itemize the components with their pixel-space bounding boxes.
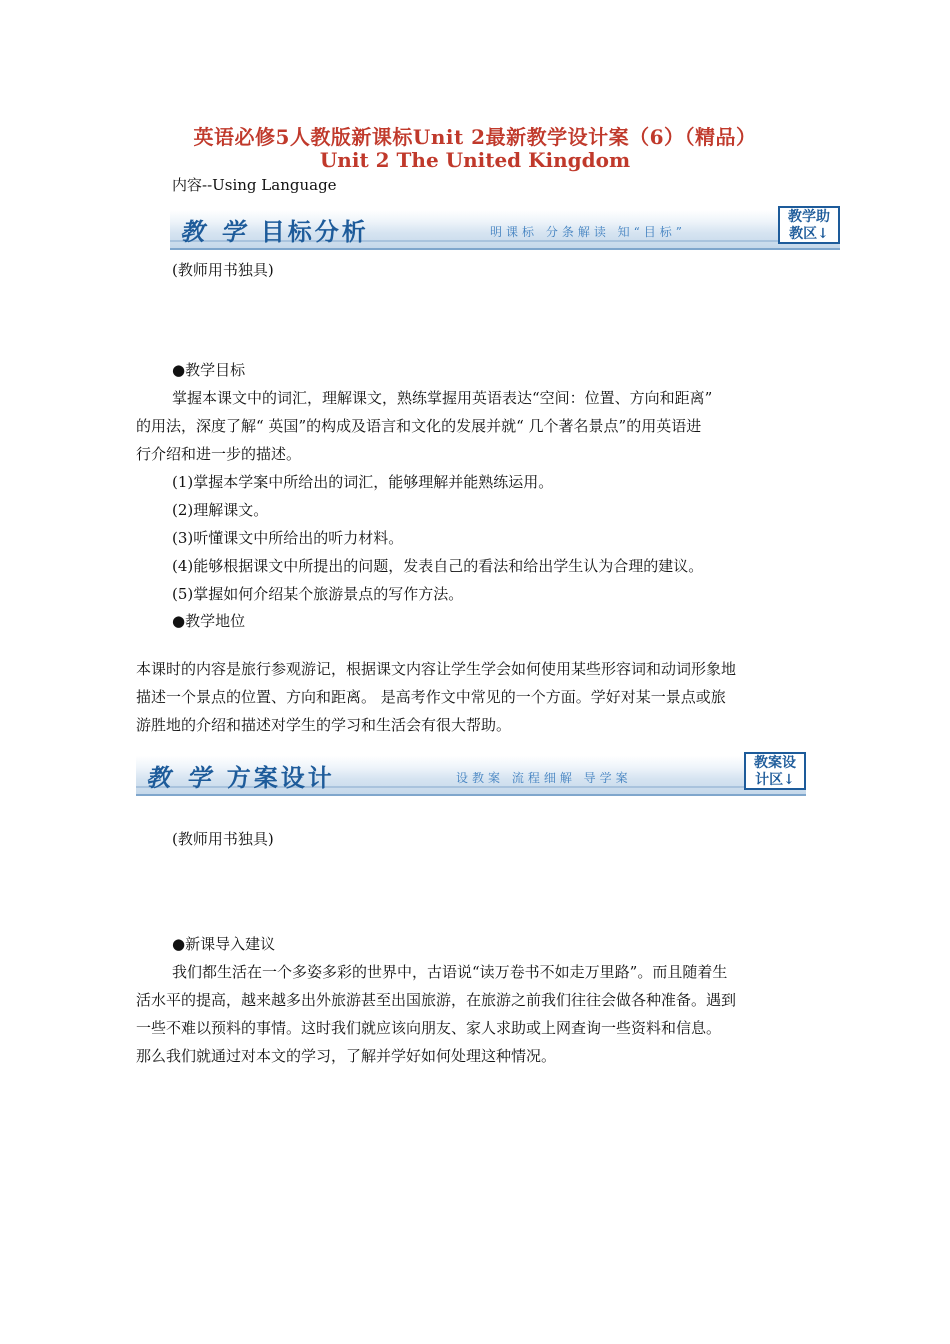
objective-item: (3)听懂课文中所给出的听力材料。 <box>172 529 404 547</box>
banner-design-subtitle: 设教案 流程细解 导学案 <box>456 771 632 785</box>
objective-item: (2)理解课文。 <box>172 501 269 519</box>
intro-line: 活水平的提高，越来越多出外旅游甚至出国旅游，在旅游之前我们往往会做各种准备。遇到 <box>136 991 737 1009</box>
banner-design-title: 教 学 方案设计 <box>146 763 335 792</box>
intro-line: 我们都生活在一个多姿多彩的世界中，古语说“读万卷书不如走万里路”。而且随着生 <box>172 963 728 981</box>
content-label: 内容--Using Language <box>172 176 337 194</box>
status-line: 本课时的内容是旅行参观游记，根据课文内容让学生学会如何使用某些形容词和动词形象地 <box>136 660 737 678</box>
document-title: 英语必修5人教版新课标Unit 2最新教学设计案（6）（精品） <box>193 125 757 149</box>
objective-item: (1)掌握本学案中所给出的词汇，能够理解并能熟练运用。 <box>172 473 554 491</box>
status-heading: ●教学地位 <box>172 612 246 630</box>
objectives-paragraph-line: 行介绍和进一步的描述。 <box>136 445 302 463</box>
intro-heading: ●新课导入建议 <box>172 935 276 953</box>
teacher-note: (教师用书独具) <box>172 261 274 279</box>
objective-item: (5)掌握如何介绍某个旅游景点的写作方法。 <box>172 585 464 603</box>
intro-line: 那么我们就通过对本文的学习，了解并学好如何处理这种情况。 <box>136 1047 557 1065</box>
objectives-paragraph-line: 掌握本课文中的词汇，理解课文，熟练掌握用英语表达“空间：位置、方向和距离” <box>172 389 713 407</box>
banner-objectives-title: 教 学 目标分析 <box>180 217 369 246</box>
banner-objectives-subtitle: 明课标 分条解读 知“目标” <box>490 225 686 239</box>
intro-line: 一些不难以预料的事情。这时我们就应该向朋友、家人求助或上网查询一些资料和信息。 <box>136 1019 722 1037</box>
objectives-heading: ●教学目标 <box>172 361 246 379</box>
objective-item: (4)能够根据课文中所提出的问题，发表自己的看法和给出学生认为合理的建议。 <box>172 557 704 575</box>
banner-objectives <box>170 210 840 250</box>
status-line: 游胜地的介绍和描述对学生的学习和生活会有很大帮助。 <box>136 716 512 734</box>
document-subtitle: Unit 2 The United Kingdom <box>319 148 631 172</box>
banner-design <box>136 756 806 796</box>
banner-design-badge: 教案设 计区↓ <box>744 752 806 790</box>
objectives-paragraph-line: 的用法，深度了解“ 英国”的构成及语言和文化的发展并就“ 几个著名景点”的用英语进 <box>136 417 702 435</box>
banner-objectives-badge: 教学助 教区↓ <box>778 206 840 244</box>
status-line: 描述一个景点的位置、方向和距离。 是高考作文中常见的一个方面。学好对某一景点或旅 <box>136 688 726 706</box>
teacher-note: (教师用书独具) <box>172 830 274 848</box>
